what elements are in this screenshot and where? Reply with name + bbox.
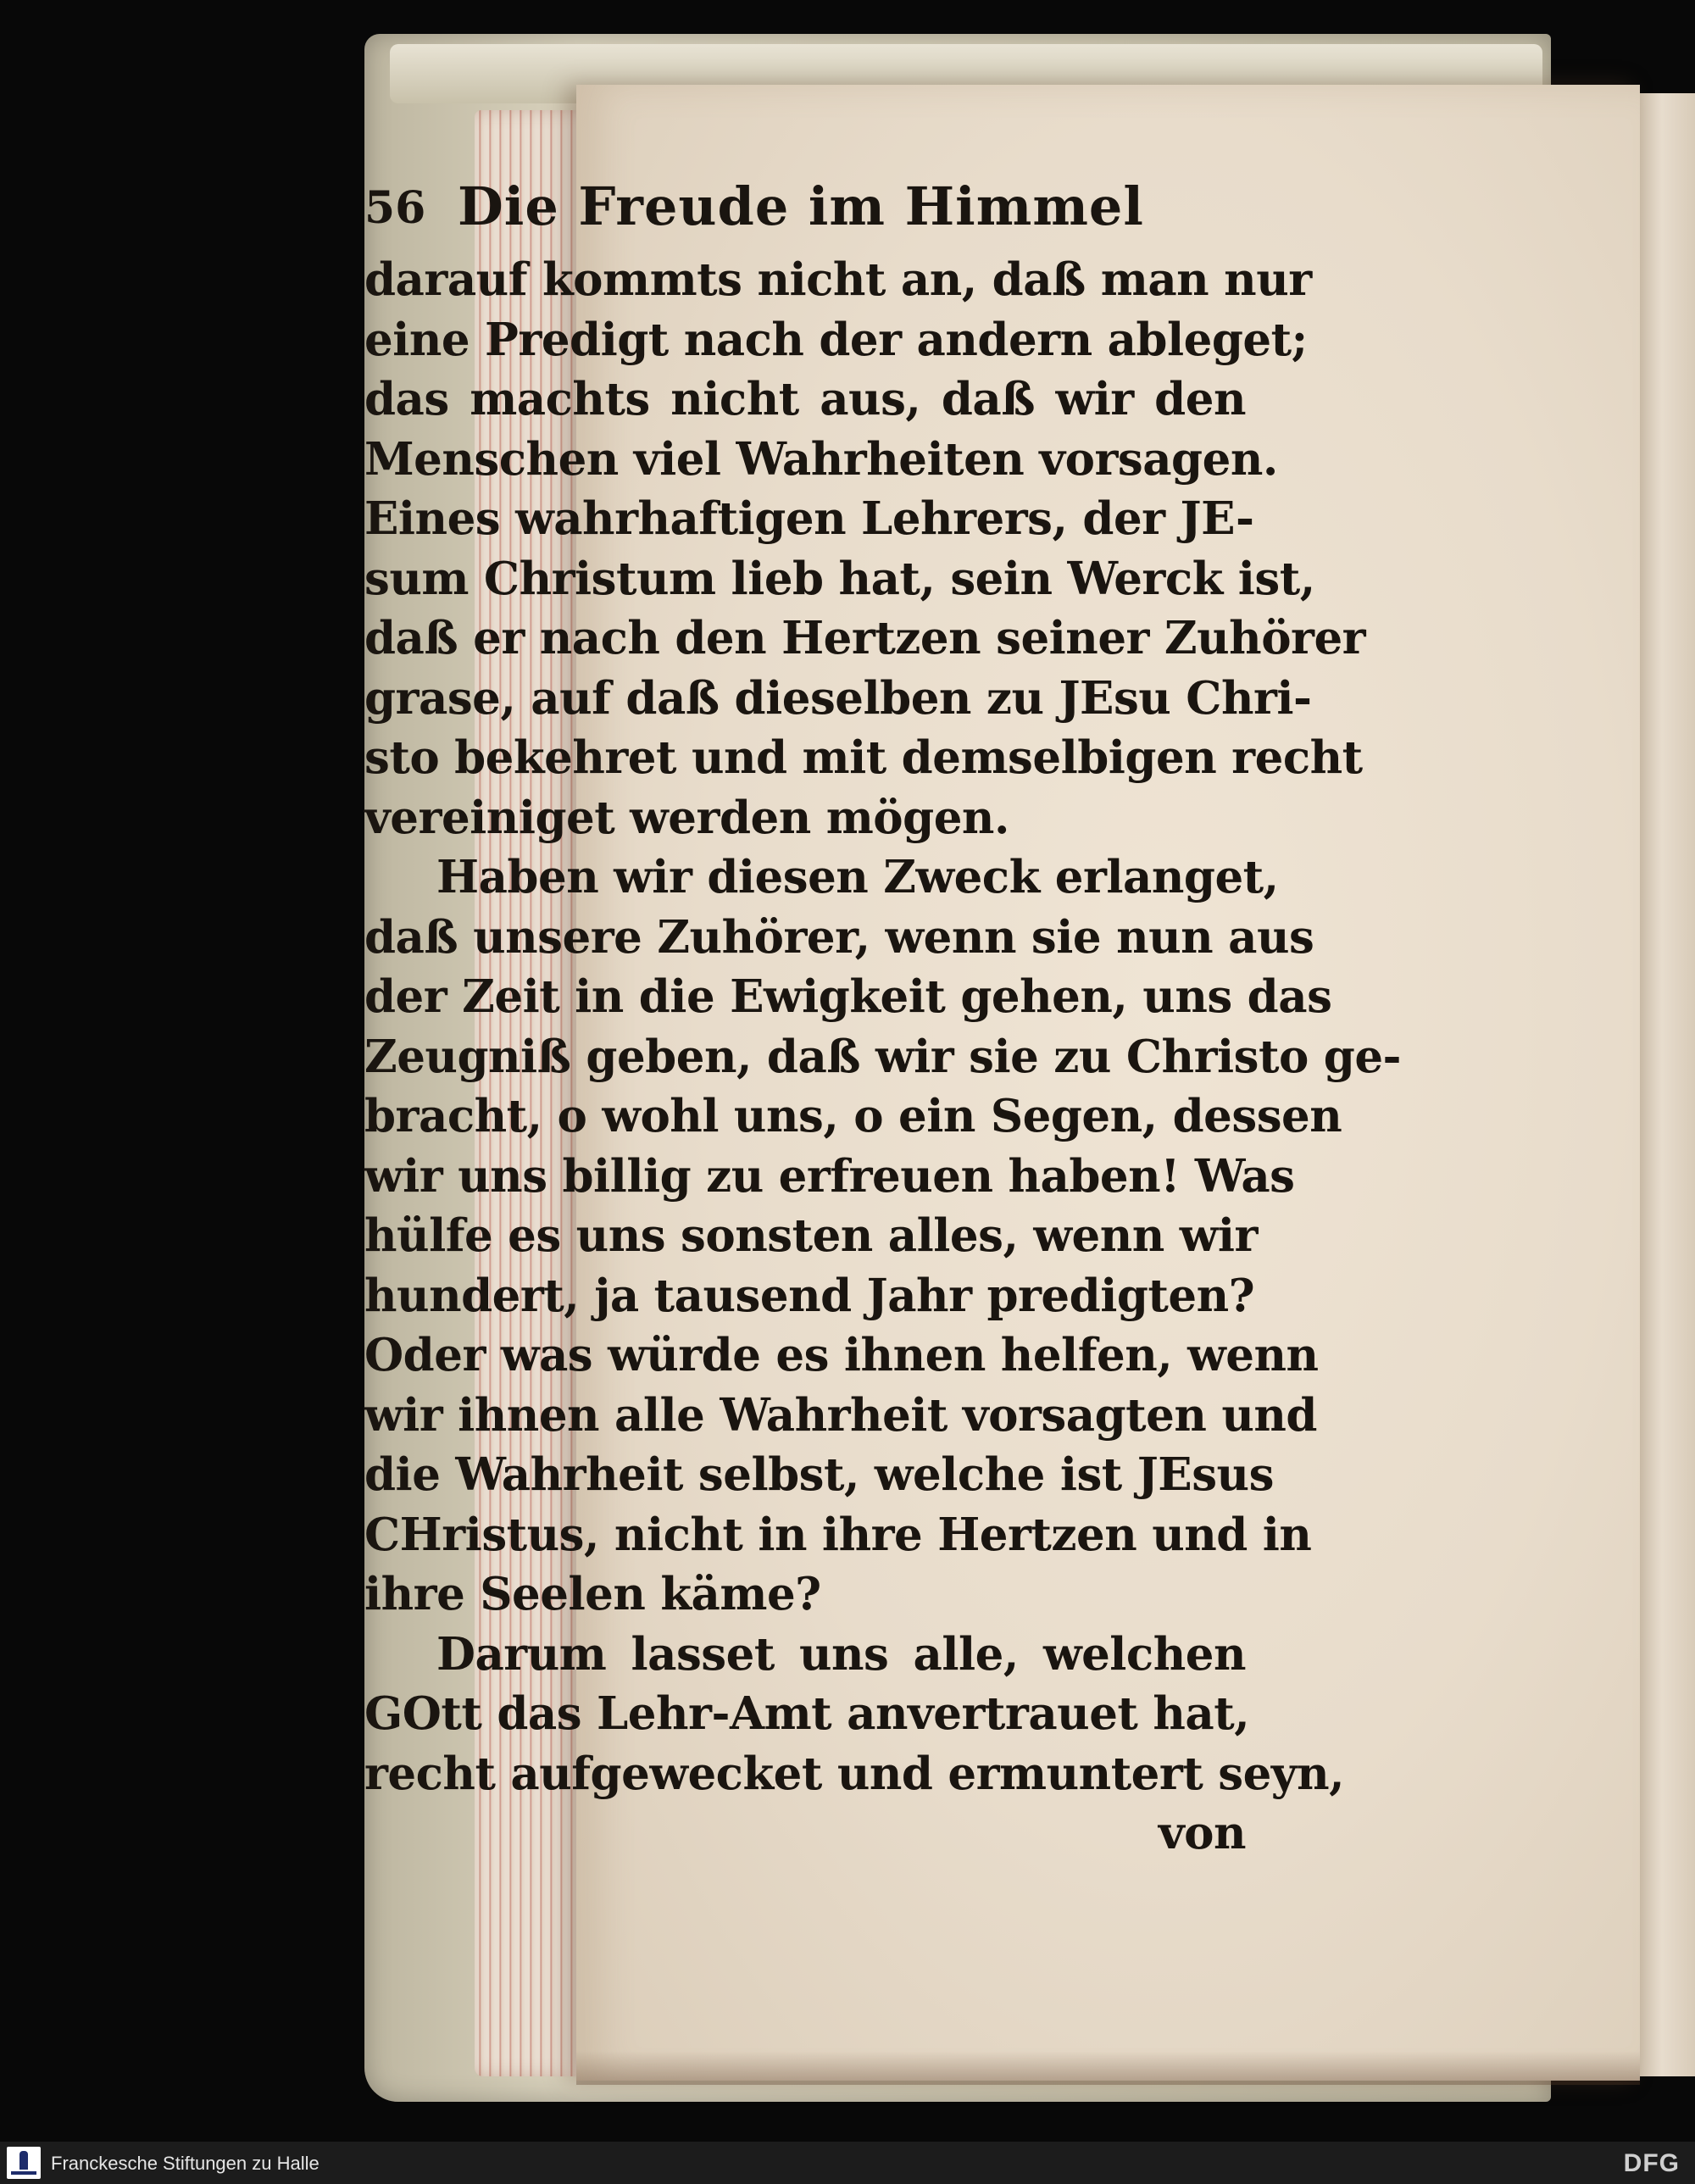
text-line: daß er nach den Hertzen seiner Zuhörer	[364, 612, 1366, 664]
facing-page-edge	[1640, 93, 1695, 2076]
text-line: vereiniget werden mögen.	[364, 791, 1009, 844]
text-line: Zeugniß geben, daß wir sie zu Christo ge-	[364, 1030, 1402, 1083]
text-line: sum Christum lieb hat, sein Werck ist,	[364, 552, 1315, 605]
page-number: 56	[364, 182, 426, 234]
running-head-title: Die Freude im Himmel	[458, 175, 1144, 237]
text-line: der Zeit in die Ewigkeit gehen, uns das	[364, 970, 1332, 1023]
text-line: wir uns billig zu erfreuen haben! Was	[364, 1149, 1295, 1203]
francke-foundations-logo-icon[interactable]	[7, 2147, 41, 2179]
text-line: Eines wahrhaftigen Lehrers, der JE-	[364, 492, 1254, 545]
viewer-footer	[0, 2142, 1695, 2184]
text-line: hundert, ja tausend Jahr predigten?	[364, 1269, 1255, 1322]
text-line: CHristus, nicht in ihre Hertzen und in	[364, 1508, 1312, 1561]
text-line: das machts nicht aus, daß wir den	[364, 373, 1246, 425]
text-line: sto bekehret und mit demselbigen recht	[364, 731, 1363, 784]
text-line: bracht, o wohl uns, o ein Segen, dessen	[364, 1090, 1342, 1142]
page-text-block	[364, 165, 1402, 1864]
text-line: die Wahrheit selbst, welche ist JEsus	[364, 1448, 1274, 1501]
text-line: hülfe es uns sonsten alles, wenn wir	[364, 1209, 1258, 1262]
text-line: darauf kommts nicht an, daß man nur	[364, 253, 1312, 306]
text-line: Haben wir diesen Zweck erlanget,	[436, 851, 1279, 903]
text-line: wir ihnen alle Wahrheit vorsagten und	[364, 1388, 1317, 1442]
page-bottom-shadow	[576, 2051, 1640, 2085]
catchword: von	[1158, 1807, 1246, 1859]
running-head	[364, 165, 1246, 250]
text-line: Darum lasset uns alle, welchen	[436, 1627, 1246, 1681]
text-line: Oder was würde es ihnen helfen, wenn	[364, 1329, 1319, 1381]
text-line: GOtt das Lehr-Amt anvertrauet hat,	[364, 1687, 1250, 1740]
institution-label[interactable]: Franckesche Stiftungen zu Halle	[51, 2153, 320, 2174]
dfg-logo[interactable]: DFG	[1623, 2149, 1680, 2177]
text-line: daß unsere Zuhörer, wenn sie nun aus	[364, 910, 1314, 964]
text-line: Menschen viel Wahrheiten vorsagen.	[364, 432, 1278, 486]
text-line: recht aufgewecket und ermuntert seyn,	[364, 1747, 1345, 1800]
text-line: ihre Seelen käme?	[364, 1568, 821, 1620]
text-line: eine Predigt nach der andern ableget;	[364, 313, 1308, 366]
text-line: grase, auf daß dieselben zu JEsu Chri-	[364, 671, 1312, 725]
